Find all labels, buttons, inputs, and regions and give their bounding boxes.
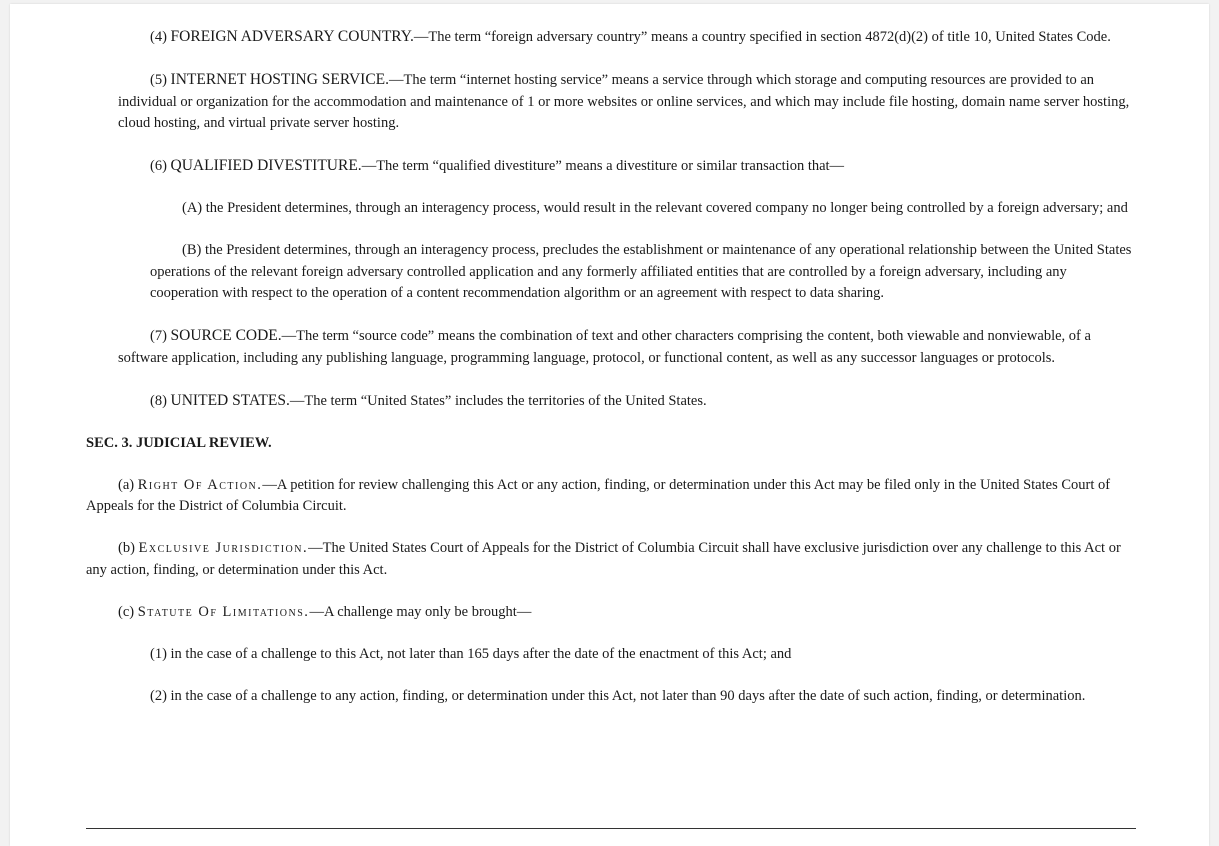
- subsection-a: [86, 475, 1136, 518]
- subsection-text: —The United States Court of Appeals for the District of Columbia Circuit shall have exclusive jurisdiction over any challenge to this Act or any action, finding, or determination under this Act.: [86, 540, 1121, 578]
- definition-text: —The term “qualified divestiture” means a divestiture or similar transaction that—: [361, 158, 845, 174]
- section-heading: SEC. 3. JUDICIAL REVIEW.: [86, 434, 272, 451]
- definition-text: —The term “internet hosting service” means a service through which storage and computing resources are provided to an individual or organization for the accommodation and maintenance of 1 or more websites or online services, and which may include file hosting, domain name server hosting, cloud hosting, and virtual private server hosting.: [118, 72, 1130, 131]
- definition-paragraph-6: [86, 155, 1136, 178]
- subsection-number: (b): [118, 540, 139, 556]
- subsection-text: —A challenge may only be brought—: [309, 603, 532, 620]
- definition-term: SOURCE CODE.: [170, 327, 282, 344]
- subsection-term: Statute Of Limitations.: [137, 603, 310, 620]
- document-body: [86, 26, 1136, 728]
- definition-term: INTERNET HOSTING SERVICE.: [170, 71, 390, 88]
- subparagraph-6a: (A) the President determines, through an interagency process, would result in the relevant covered company no longer being controlled by a foreign adversary; and: [182, 200, 1128, 216]
- paragraph-number: (5): [150, 72, 171, 88]
- subsection-number: (a): [118, 476, 138, 493]
- definition-paragraph-4: [86, 26, 1136, 49]
- definition-term: UNITED STATES.: [170, 391, 290, 409]
- definition-paragraph-8: [86, 390, 1136, 413]
- subsection-c-paragraph-1: (1) in the case of a challenge to this Act, not later than 165 days after the date of the enactment of this Act; and: [150, 645, 792, 662]
- definition-term: FOREIGN ADVERSARY COUNTRY.: [170, 28, 414, 45]
- subsection-c: [86, 602, 1136, 624]
- subsection-c-paragraph-2: (2) in the case of a challenge to any action, finding, or determination under this Act, not later than 90 days after the date of such action, finding, or determination.: [150, 687, 1086, 704]
- subsection-number: (c): [118, 603, 138, 620]
- definition-paragraph-7: [86, 325, 1136, 369]
- subparagraph-6b: (B) the President determines, through an interagency process, precludes the establishment or maintenance of any operational relationship between the United States operations of the relevant foreign adversary controlled application and any formerly affiliated entities that are controlled by a foreign adversary, including any cooperation with respect to the operation of a content recommendation algorithm or an agreement with respect to data sharing.: [150, 242, 1132, 301]
- paragraph-number: (7): [150, 328, 171, 344]
- definition-term: QUALIFIED DIVESTITURE.: [170, 157, 362, 174]
- definition-paragraph-5: [86, 69, 1136, 135]
- definition-text: —The term “foreign adversary country” means a country specified in section 4872(d)(2) of title 10, United States Code.: [413, 29, 1111, 45]
- paragraph-number: (8): [150, 392, 171, 409]
- paragraph-number: (4): [150, 29, 171, 45]
- subsection-text: —A petition for review challenging this Act or any action, finding, or determination under this Act may be filed only in the United States Court of Appeals for the District of Columbia Circuit.: [86, 476, 1111, 514]
- definition-text: —The term “United States” includes the territories of the United States.: [289, 392, 707, 409]
- document-page: [10, 4, 1209, 846]
- subsection-b: [86, 538, 1136, 581]
- definition-text: —The term “source code” means the combination of text and other characters comprising the content, both viewable and nonviewable, of a software application, including any publishing language, programming language, protocol, or functional content, as well as any successor languages or protocols.: [118, 328, 1091, 366]
- subsection-term: Exclusive Jurisdiction.: [138, 540, 309, 556]
- paragraph-number: (6): [150, 158, 171, 174]
- footer-divider: [86, 828, 1136, 829]
- subsection-term: Right Of Action.: [137, 476, 263, 493]
